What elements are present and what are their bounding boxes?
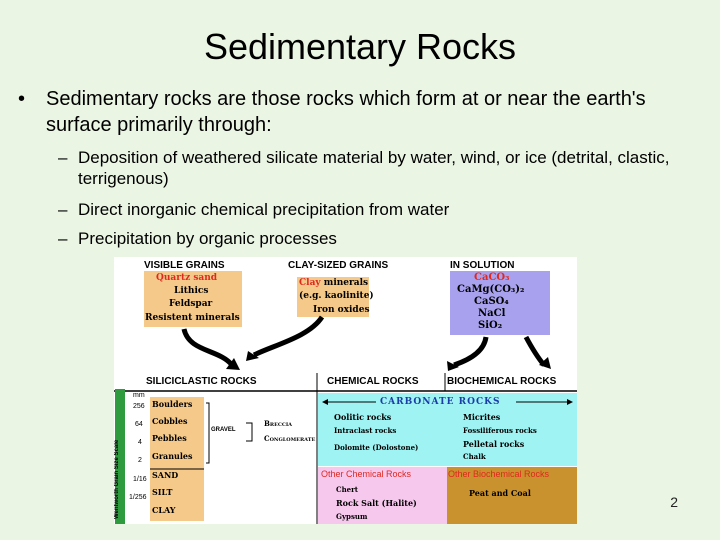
arrow-solution-to-biochemical xyxy=(526,337,544,365)
rock-bracket xyxy=(246,423,252,441)
grain-class: SILT xyxy=(152,487,173,497)
solution-compound: CaSO₄ xyxy=(474,296,509,307)
grain-class: Pebbles xyxy=(152,433,187,443)
arrow-clay-to-siliciclastic xyxy=(254,317,322,355)
bullet-dot: • xyxy=(18,88,26,110)
clay-grains-header: CLAY-SIZED GRAINS xyxy=(288,260,389,271)
other-chemical-rock: Gypsum xyxy=(336,512,368,521)
carbonate-rock: Micrites xyxy=(463,412,501,422)
carbonate-rock: Dolomite (Dolostone) xyxy=(334,443,419,452)
scale-tick: 4 xyxy=(138,439,142,446)
sub-bullet-1 xyxy=(58,147,708,189)
visible-grains-header: VISIBLE GRAINS xyxy=(144,260,225,271)
scale-tick: 1/16 xyxy=(133,476,147,483)
gravel-label: GRAVEL xyxy=(211,427,236,433)
sub-bullet-3 xyxy=(58,228,708,249)
main-bullet-text: Sedimentary rocks are those rocks which form at or near the earth's surface primarily through: xyxy=(46,88,646,136)
gravel-bracket xyxy=(206,403,209,463)
solution-compound: SiO₂ xyxy=(478,320,503,331)
main-bullet xyxy=(18,86,708,138)
scale-tick: 1/256 xyxy=(129,494,147,501)
other-chemical-rock: Rock Salt (Halite) xyxy=(336,498,417,508)
clay-minerals-label xyxy=(299,278,368,288)
carbonate-rock: Oolitic rocks xyxy=(334,412,392,422)
scale-tick: 256 xyxy=(133,403,145,410)
slide-title: Sedimentary Rocks xyxy=(203,26,517,67)
biochemical-header: BIOCHEMICAL ROCKS xyxy=(447,376,557,387)
resistant-minerals-label: Resistent minerals xyxy=(145,313,240,323)
arrow-visible-to-siliciclastic xyxy=(184,329,232,365)
grain-class: Cobbles xyxy=(152,416,188,426)
lithics-label: Lithics xyxy=(174,286,209,296)
grain-class: Granules xyxy=(152,451,193,461)
other-biochemical-rock: Peat and Coal xyxy=(469,488,531,498)
solution-compound: CaMg(CO₃)₂ xyxy=(457,284,525,295)
conglomerate-label: Conglomerate xyxy=(264,434,316,443)
carbonate-header: CARBONATE ROCKS xyxy=(380,397,501,407)
iron-oxides-label: Iron oxides xyxy=(313,305,370,315)
solution-compound: NaCl xyxy=(478,308,506,319)
siliciclastic-header: SILICICLASTIC ROCKS xyxy=(146,376,257,387)
other-chemical-header: Other Chemical Rocks xyxy=(321,469,412,479)
sub-bullet-dash: – xyxy=(58,229,68,248)
sub-bullet-dash: – xyxy=(58,148,68,167)
carbonate-rock: Chalk xyxy=(463,452,486,461)
sub-bullet-text: Precipitation by organic processes xyxy=(78,229,337,248)
sedimentary-classification-figure xyxy=(114,257,577,524)
solution-compound: CaCO₃ xyxy=(474,272,510,283)
clay-word: Clay xyxy=(299,278,321,288)
kaolinite-label: (e.g. kaolinite) xyxy=(299,291,374,301)
wentworth-scale-label: Wentworth Grain Size Scale xyxy=(114,439,120,519)
sub-bullet-text: Direct inorganic chemical precipitation from water xyxy=(78,200,450,219)
sub-bullet-text: Deposition of weathered silicate material by water, wind, or ice (detrital, clastic, terrigenous) xyxy=(78,148,670,188)
chemical-header: CHEMICAL ROCKS xyxy=(327,376,419,387)
scale-unit: mm xyxy=(133,392,145,399)
breccia-label: Breccia xyxy=(264,419,293,428)
grain-class: SAND xyxy=(152,470,179,480)
scale-tick: 2 xyxy=(138,457,142,464)
page-number: 2 xyxy=(670,494,678,510)
scale-tick: 64 xyxy=(135,421,143,428)
carbonate-rock: Pelletal rocks xyxy=(463,439,525,449)
other-biochemical-header: Other Biochemical Rocks xyxy=(448,469,550,479)
minerals-word: minerals xyxy=(320,278,369,288)
sub-bullet-2 xyxy=(58,199,708,220)
carbonate-rock: Intraclast rocks xyxy=(334,426,397,435)
grain-class: CLAY xyxy=(152,505,176,515)
carbonate-rock: Fossiliferous rocks xyxy=(463,426,537,435)
grain-class: Boulders xyxy=(152,399,193,409)
in-solution-header: IN SOLUTION xyxy=(450,260,515,271)
arrow-solution-to-chemical xyxy=(454,337,486,365)
sub-bullet-dash: – xyxy=(58,200,68,219)
feldspar-label: Feldspar xyxy=(169,299,213,309)
quartz-sand-label: Quartz sand xyxy=(156,273,218,283)
other-chemical-rock: Chert xyxy=(336,485,359,494)
